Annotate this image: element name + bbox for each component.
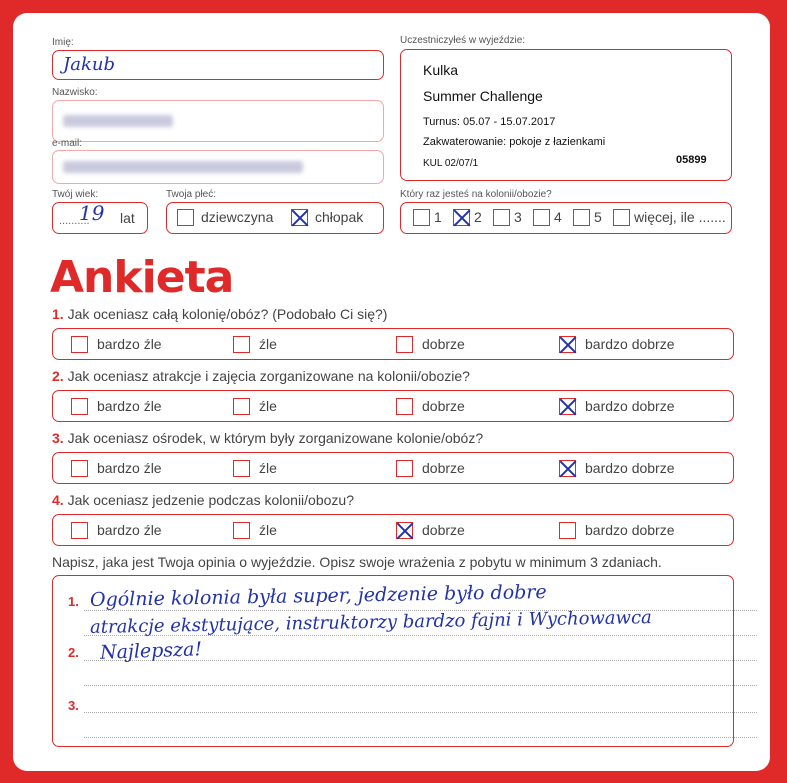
ticket-accommodation [423, 136, 605, 148]
q3-option-bardzo-zle: bardzo źle [97, 460, 162, 476]
q1-option-bardzo-dobrze: bardzo dobrze [585, 336, 675, 352]
ticket-turnus [423, 116, 555, 128]
checkbox-times-5[interactable] [573, 209, 590, 226]
q3-checkbox-bardzo-dobrze[interactable] [559, 460, 576, 477]
gender-option-dziewczyna: dziewczyna [201, 209, 274, 225]
name-field[interactable] [52, 50, 384, 80]
q2-checkbox-bardzo-dobrze[interactable] [559, 398, 576, 415]
question-4-number: 4. [52, 492, 64, 508]
question-3-text: Jak oceniasz ośrodek, w którym były zorganizowane kolonie/obóz? [67, 430, 484, 446]
question-1-number: 1. [52, 306, 64, 322]
ticket-box [400, 49, 732, 181]
checkbox-times-3[interactable] [493, 209, 510, 226]
ticket-program: Summer Challenge [423, 88, 543, 104]
q3-option-zle: źle [259, 460, 277, 476]
q1-option-zle: źle [259, 336, 277, 352]
ticket-code: KUL 02/07/1 [423, 158, 479, 169]
q4-option-dobrze: dobrze [422, 522, 465, 538]
checkbox-times-4[interactable] [533, 209, 550, 226]
checkbox-times-1[interactable] [413, 209, 430, 226]
q2-option-dobrze: dobrze [422, 398, 465, 414]
q3-option-bardzo-dobrze: bardzo dobrze [585, 460, 675, 476]
opinion-text-line-2: atrakcje ekstytujące, instruktorzy bardzo fajni i Wychowawca [89, 607, 652, 638]
q2-checkbox-bardzo-zle[interactable] [71, 398, 88, 415]
times-label: Który raz jesteś na kolonii/obozie? [400, 189, 552, 200]
surname-redacted [63, 115, 173, 127]
q2-checkbox-dobrze[interactable] [396, 398, 413, 415]
question-3 [52, 430, 483, 446]
participated-label: Uczestniczyłeś w wyjeździe: [400, 35, 526, 46]
q3-checkbox-zle[interactable] [233, 460, 250, 477]
gender-field [166, 202, 384, 234]
opinion-number-2: 2. [68, 645, 79, 660]
age-unit: lat [120, 210, 135, 226]
q2-option-zle: źle [259, 398, 277, 414]
question-1-text: Jak oceniasz całą kolonię/obóz? (Podobało Ci się?) [67, 306, 388, 322]
opinion-line [84, 685, 757, 686]
age-field[interactable] [52, 202, 148, 234]
email-label: e-mail: [52, 138, 83, 149]
q1-option-bardzo-zle: bardzo źle [97, 336, 162, 352]
times-option-4: 4 [554, 209, 562, 225]
q2-option-bardzo-zle: bardzo źle [97, 398, 162, 414]
gender-option-chlopak: chłopak [315, 209, 364, 225]
accommodation-label: Zakwaterowanie: [423, 136, 507, 148]
q1-checkbox-bardzo-zle[interactable] [71, 336, 88, 353]
question-1 [52, 306, 387, 322]
page-title: Ankieta [50, 252, 234, 303]
question-4 [52, 492, 354, 508]
checkbox-times-more[interactable] [613, 209, 630, 226]
email-field[interactable] [52, 150, 384, 184]
opinion-number-3: 3. [68, 698, 79, 713]
opinion-line [84, 737, 757, 738]
times-option-5: 5 [594, 209, 602, 225]
question-4-text: Jak oceniasz jedzenie podczas kolonii/obozu? [67, 492, 354, 508]
q3-option-dobrze: dobrze [422, 460, 465, 476]
q1-option-dobrze: dobrze [422, 336, 465, 352]
opinion-prompt: Napisz, jaka jest Twoja opinia o wyjeździe. Opisz swoje wrażenia z pobytu w minimum 3 zdaniach. [52, 554, 662, 570]
q1-checkbox-zle[interactable] [233, 336, 250, 353]
q2-option-bardzo-dobrze: bardzo dobrze [585, 398, 675, 414]
surname-field[interactable] [52, 100, 384, 142]
email-redacted [63, 161, 303, 173]
times-option-more: więcej, ile ....... [634, 209, 726, 225]
times-option-3: 3 [514, 209, 522, 225]
q4-option-bardzo-zle: bardzo źle [97, 522, 162, 538]
name-value: Jakub [63, 54, 115, 75]
question-2-number: 2. [52, 368, 64, 384]
surname-label: Nazwisko: [52, 87, 98, 98]
checkbox-chlopak[interactable] [291, 209, 308, 226]
question-2 [52, 368, 470, 384]
checkbox-times-2[interactable] [453, 209, 470, 226]
accommodation-value: pokoje z łazienkami [509, 136, 606, 148]
age-dots: .......... [59, 215, 90, 227]
ticket-number: 05899 [676, 154, 707, 166]
answer-row-4 [52, 514, 734, 546]
q4-checkbox-bardzo-dobrze[interactable] [559, 522, 576, 539]
turnus-value: 05.07 - 15.07.2017 [462, 116, 556, 128]
age-label: Twój wiek: [52, 189, 99, 200]
turnus-label: Turnus: [423, 116, 460, 128]
times-option-1: 1 [434, 209, 442, 225]
q4-option-zle: źle [259, 522, 277, 538]
q4-checkbox-dobrze[interactable] [396, 522, 413, 539]
opinion-line [84, 712, 757, 713]
q3-checkbox-dobrze[interactable] [396, 460, 413, 477]
opinion-text-line-3: Najlepsza! [99, 638, 203, 664]
answer-row-1 [52, 328, 734, 360]
answer-row-3 [52, 452, 734, 484]
q4-checkbox-zle[interactable] [233, 522, 250, 539]
question-2-text: Jak oceniasz atrakcje i zajęcia zorganizowane na kolonii/obozie? [67, 368, 470, 384]
q2-checkbox-zle[interactable] [233, 398, 250, 415]
question-3-number: 3. [52, 430, 64, 446]
gender-label: Twoja płeć: [166, 189, 217, 200]
age-value: 19 [79, 201, 105, 225]
q1-checkbox-dobrze[interactable] [396, 336, 413, 353]
q4-checkbox-bardzo-zle[interactable] [71, 522, 88, 539]
q4-option-bardzo-dobrze: bardzo dobrze [585, 522, 675, 538]
q3-checkbox-bardzo-zle[interactable] [71, 460, 88, 477]
answer-row-2 [52, 390, 734, 422]
opinion-text-line-1: Ogólnie kolonia była super, jedzenie było dobre [89, 581, 547, 611]
q1-checkbox-bardzo-dobrze[interactable] [559, 336, 576, 353]
times-field [400, 202, 732, 234]
times-option-2: 2 [474, 209, 482, 225]
name-label: Imię: [52, 37, 74, 48]
checkbox-dziewczyna[interactable] [177, 209, 194, 226]
ticket-name: Kulka [423, 62, 459, 78]
opinion-number-1: 1. [68, 594, 79, 609]
